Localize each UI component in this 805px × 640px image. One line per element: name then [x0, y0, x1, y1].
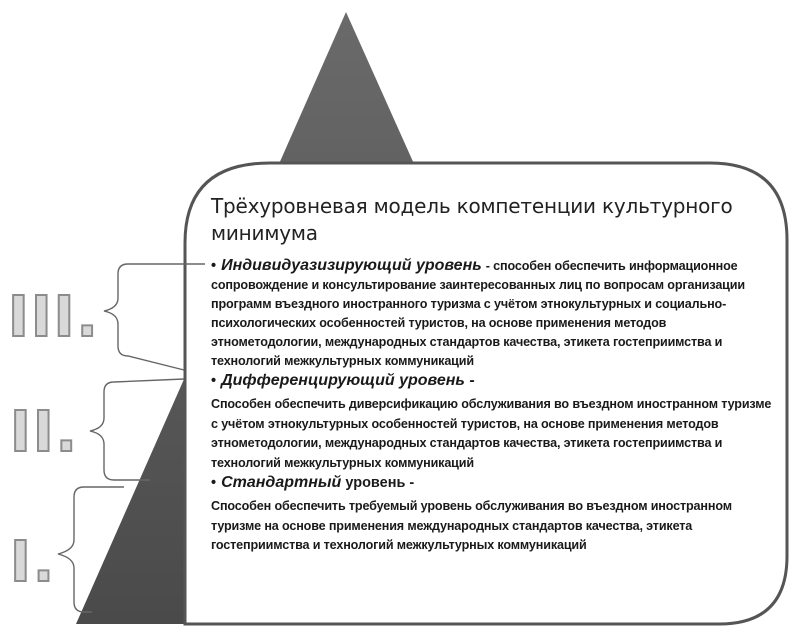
level-3-term: Индивидуазизирующий уровень — [221, 257, 482, 274]
level-1-description: Способен обеспечить требуемый уровень обслуживания во въездном иностранном туризме на основе применения международных стандартов качества, этикета гостеприимства и технологий межкультурных коммуникаций — [211, 499, 732, 552]
level-numeral-1: I. — [10, 530, 57, 595]
level-1-term-suffix: уровень - — [341, 475, 415, 491]
level-2-description: Способен обеспечить диверсификацию обслуживания во въездном иностранном туризме с учётом этнокультурных особенностей туристов, на основе применения методов этнометодологии, международных стандартов качества, этикета гостеприимства и технологий межкультурных коммуникаций — [211, 397, 772, 470]
bullet-icon: • — [211, 373, 217, 389]
level-1-term: Стандартный — [221, 474, 342, 491]
model-title: Трёхуровневая модель компетенции культурного минимума — [211, 194, 733, 245]
level-numeral-2: II. — [10, 400, 79, 465]
model-description — [211, 193, 776, 556]
level-2-heading — [211, 371, 776, 391]
level-numeral-3: III. — [8, 285, 100, 350]
bullet-icon: • — [211, 475, 217, 491]
level-2-term: Дифференцирующий уровень - — [221, 372, 475, 389]
level-3-heading — [211, 256, 776, 371]
level-1-heading — [211, 473, 776, 493]
bullet-icon: • — [211, 258, 217, 274]
level-3-description: - способен обеспечить информационное сопровождение и консультирование заинтересованных лиц по вопросам организации программ въездного иностранного туризма с учётом этнокультурных и социально-психологических особенностей туристов, на основе применения методов этнометодологии, международных стандартов качества, этикета гостеприимства и технологий межкультурных коммуникаций — [211, 259, 745, 368]
